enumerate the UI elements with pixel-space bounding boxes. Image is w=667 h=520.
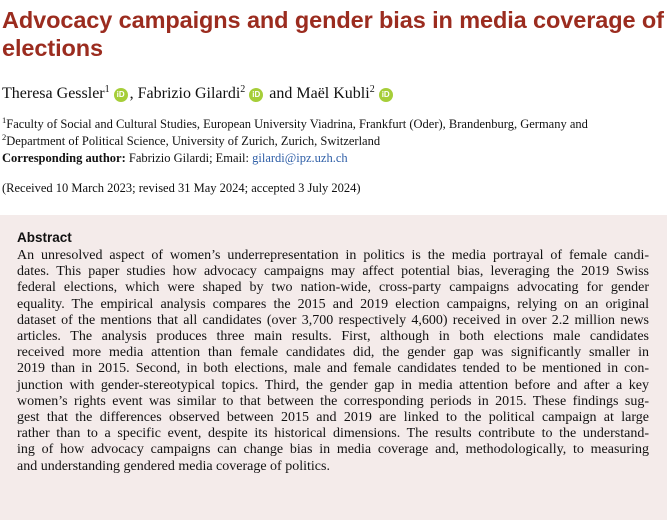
author-list (2, 84, 395, 104)
affiliation-marker: 2 (240, 84, 246, 95)
abstract-line: articles. The analysis produces three main results. First, although in both elections male candidates (17, 329, 649, 345)
corresponding-label: Corresponding author: (2, 151, 126, 165)
abstract-line: gest that the differences observed between 2015 and 2019 are linked to the political campaign at large (17, 410, 649, 426)
orcid-icon[interactable]: iD (379, 88, 393, 102)
author-name[interactable]: Theresa Gessler (2, 85, 105, 102)
abstract-line: rather than to a specific event, despite its historical dimensions. The results contribute to the understand- (17, 426, 649, 442)
abstract-line: dates. This paper studies how advocacy campaigns may affect potential bias, leveraging the 2019 Swiss (17, 264, 649, 280)
abstract-line: federal elections, which were shaped by two nation-wide, cross-party campaigns advocating for gender (17, 280, 649, 296)
abstract-line: women’s rights event was similar to that between the corresponding periods in 2015. These findings sug- (17, 393, 649, 409)
abstract-line: received more media attention than female candidates did, the gender gap was significantly smaller in (17, 345, 649, 361)
email-link[interactable]: gilardi@ipz.uzh.ch (252, 151, 348, 165)
abstract-line: dataset of the mentions that all candidates (over 3,700 respectively 4,600) received in over 2.2 million news (17, 312, 649, 328)
affiliation-1 (2, 116, 588, 132)
affiliation-marker: 1 (104, 84, 110, 95)
abstract-body (17, 248, 649, 475)
abstract-line: 2019 than in 2015. Second, in both elections, male and female candidates tended to be mentioned in con- (17, 361, 649, 377)
author-separator: and (265, 85, 297, 102)
author-name[interactable]: Maël Kubli (296, 85, 370, 102)
abstract-heading: Abstract (17, 230, 72, 245)
affiliation-text: Department of Political Science, University of Zurich, Zurich, Switzerland (6, 134, 381, 148)
corresponding-text: Fabrizio Gilardi; Email: (125, 151, 253, 165)
abstract-line: and understanding gendered media coverage of politics. (17, 458, 330, 474)
paper-title: Advocacy campaigns and gender bias in media coverage of elections (2, 7, 664, 61)
abstract-line: equality. The empirical analysis compares the 2015 and 2019 election campaigns, relying on an original (17, 296, 649, 312)
affiliation-marker: 1 (2, 115, 7, 125)
author-separator: , (129, 85, 138, 102)
affiliation-2 (2, 133, 380, 149)
author-name[interactable]: Fabrizio Gilardi (137, 85, 241, 102)
corresponding-author (2, 150, 348, 166)
orcid-icon[interactable]: iD (114, 88, 128, 102)
abstract-line: ing of how advocacy campaigns can change bias in media coverage and, methodologically, to measuring (17, 442, 649, 458)
abstract-line: An unresolved aspect of women’s underrepresentation in politics is the media portrayal of female candi- (17, 248, 649, 263)
abstract-line: junction with gender-stereotypical topics. Third, the gender gap in media attention before and after a key (17, 377, 649, 393)
affiliation-text: Faculty of Social and Cultural Studies, European University Viadrina, Frankfurt (Oder), Brandenburg, Germany and (6, 117, 588, 131)
affiliation-marker: 2 (369, 84, 375, 95)
orcid-icon[interactable]: iD (249, 88, 263, 102)
received-dates: (Received 10 March 2023; revised 31 May 2024; accepted 3 July 2024) (2, 181, 361, 195)
affiliation-marker: 2 (2, 132, 7, 142)
